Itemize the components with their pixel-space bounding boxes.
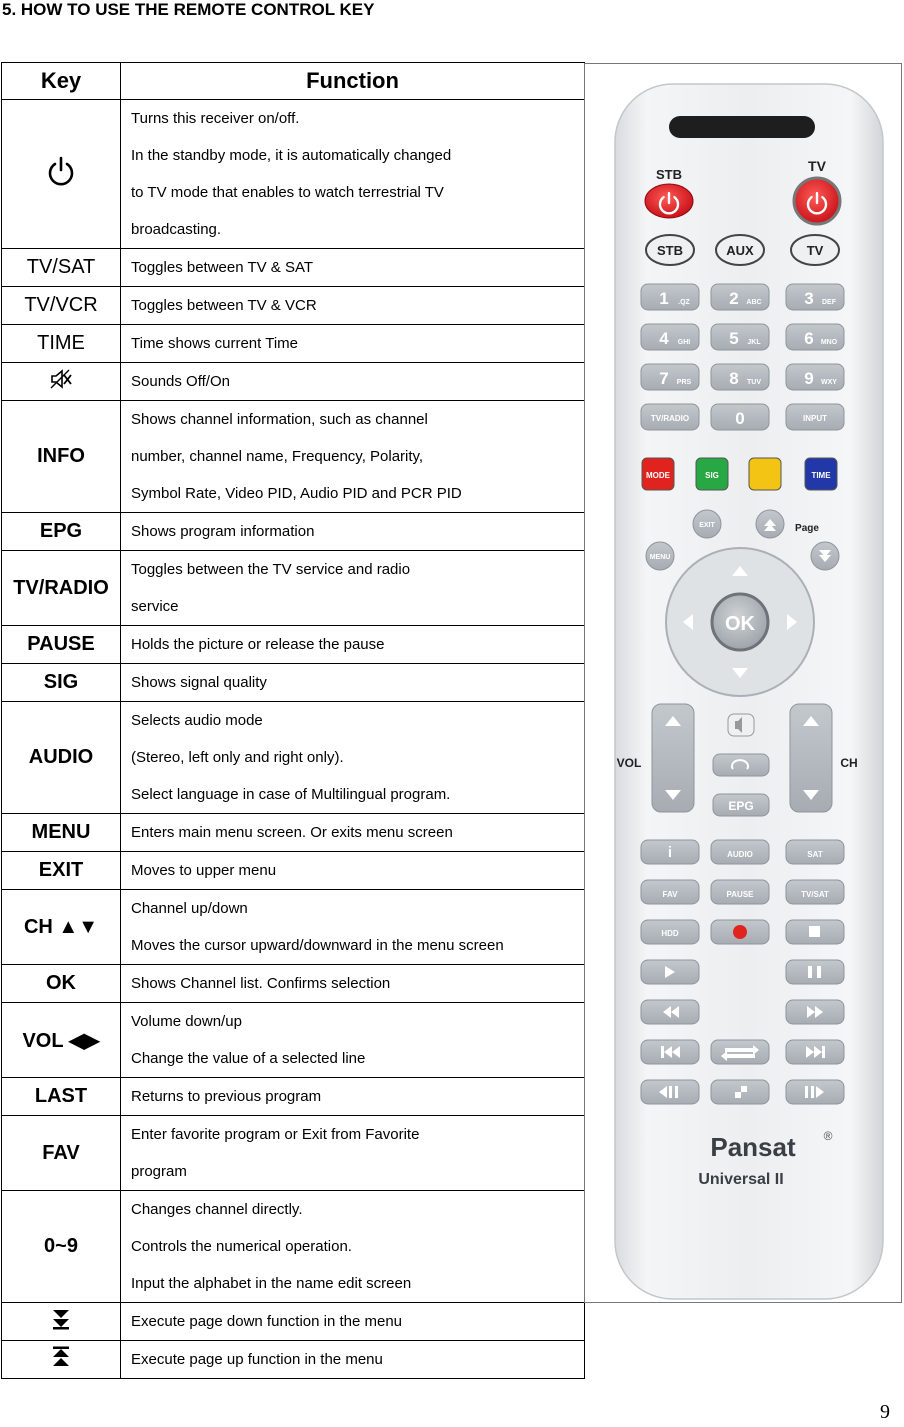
power-icon: [46, 155, 76, 193]
key-label: 0~9: [44, 1235, 78, 1257]
table-row: [2, 1116, 585, 1191]
digit-button: [786, 364, 844, 390]
function-cell: [121, 852, 585, 890]
function-cell: [121, 551, 585, 626]
digit-number: 4: [659, 329, 669, 348]
ch-label: CH: [840, 756, 858, 770]
key-cell: [2, 890, 121, 965]
page-down-icon: [50, 1308, 72, 1336]
digit-button: [786, 284, 844, 310]
function-cell: [121, 1003, 585, 1078]
table-row: [2, 363, 585, 401]
pause-button: [786, 960, 844, 984]
function-cell: [121, 1341, 585, 1379]
key-function-table: [1, 62, 585, 1379]
mute-icon: [49, 367, 73, 397]
key-label: MENU: [31, 821, 91, 843]
key-cell: [2, 702, 121, 814]
table-row: [2, 852, 585, 890]
key-cell: [2, 1341, 121, 1379]
function-text: Toggles between TV & SAT: [131, 259, 314, 276]
digit-button: [641, 364, 699, 390]
color-button-label: TIME: [811, 471, 831, 480]
key-cell: [2, 363, 121, 401]
table-row: [2, 287, 585, 325]
key-label: PAUSE: [27, 633, 95, 655]
key-label: FAV: [42, 1141, 80, 1164]
digit-button: [711, 364, 769, 390]
function-text: Shows Channel list. Confirms selection: [131, 975, 391, 992]
function-text: to TV mode that enables to watch terrestrial TV: [131, 184, 444, 201]
function-text: Enters main menu screen. Or exits menu screen: [131, 824, 453, 841]
key-cell: [2, 1116, 121, 1191]
row-zero-label: 0: [735, 409, 745, 428]
digit-letters: WXY: [821, 379, 837, 386]
vol-label: VOL: [616, 756, 642, 770]
function-cell: [121, 1078, 585, 1116]
function-text: Change the value of a selected line: [131, 1050, 366, 1067]
digit-button: [641, 324, 699, 350]
function-text: Channel up/down: [131, 900, 248, 917]
digit-letters: .QZ: [678, 299, 690, 306]
key-label: SIG: [43, 671, 79, 693]
function-cell: [121, 890, 585, 965]
digit-letters: GHI: [677, 339, 691, 346]
key-label: LAST: [34, 1085, 88, 1107]
function-text: Time shows current Time: [131, 335, 298, 352]
digit-letters: PRS: [676, 379, 692, 386]
function-cell: [121, 1303, 585, 1341]
row-zero-label: TV/RADIO: [650, 414, 690, 423]
key-label: OK: [46, 972, 76, 994]
digit-number: 6: [804, 329, 814, 348]
function-cell: [121, 287, 585, 325]
function-text: program: [131, 1163, 187, 1180]
color-button-label: MODE: [646, 471, 670, 480]
function-text: Execute page up function in the menu: [131, 1351, 383, 1368]
key-cell: [2, 287, 121, 325]
exit-label: EXIT: [699, 522, 715, 529]
digit-number: 9: [804, 369, 814, 388]
step-forward-button: [786, 1080, 844, 1104]
function-cell: [121, 814, 585, 852]
key-cell: [2, 249, 121, 287]
digit-number: 1: [659, 289, 669, 308]
key-cell: [2, 664, 121, 702]
key-column-header: Key: [2, 63, 121, 100]
key-cell: [2, 1078, 121, 1116]
table-row: [2, 401, 585, 513]
function-cell: [121, 626, 585, 664]
key-label: EPG: [39, 520, 83, 542]
stop-icon: [809, 926, 820, 937]
function-cell: [121, 664, 585, 702]
table-row: [2, 1341, 585, 1379]
remote-control-photo: [584, 63, 902, 1303]
function-button-label: SAT: [807, 850, 823, 859]
epg-label: EPG: [728, 799, 754, 813]
key-cell: [2, 965, 121, 1003]
function-text: Select language in case of Multilingual program.: [131, 786, 451, 803]
table-header-row: [2, 63, 585, 100]
key-cell: [2, 1003, 121, 1078]
digit-button: [711, 284, 769, 310]
key-cell: [2, 626, 121, 664]
key-cell: [2, 513, 121, 551]
key-label: INFO: [37, 445, 85, 467]
page-heading: 5. HOW TO USE THE REMOTE CONTROL KEY: [2, 0, 375, 19]
table-row: [2, 100, 585, 249]
function-column-header: Function: [121, 63, 585, 100]
function-text: Holds the picture or release the pause: [131, 636, 385, 653]
function-text: Input the alphabet in the name edit screen: [131, 1275, 412, 1292]
function-text: service: [131, 598, 179, 615]
key-cell: [2, 325, 121, 363]
brand-name: Pansat: [710, 1132, 796, 1162]
function-text: Selects audio mode: [131, 712, 263, 729]
function-cell: [121, 702, 585, 814]
key-cell: [2, 1191, 121, 1303]
key-label: TV/RADIO: [13, 576, 109, 599]
mode-button-label: AUX: [726, 243, 754, 258]
page-up-icon: [50, 1346, 72, 1374]
function-cell: [121, 965, 585, 1003]
key-cell: [2, 1303, 121, 1341]
table-row: [2, 1003, 585, 1078]
digit-letters: DEF: [822, 299, 836, 306]
key-label: TV/SAT: [26, 256, 96, 278]
key-cell: [2, 551, 121, 626]
function-text: Changes channel directly.: [131, 1201, 303, 1218]
key-cell: [2, 100, 121, 249]
key-label: EXIT: [38, 859, 84, 881]
function-text: number, channel name, Frequency, Polarity,: [131, 448, 424, 465]
function-cell: [121, 1191, 585, 1303]
function-button-label: PAUSE: [726, 890, 754, 899]
function-text: Shows signal quality: [131, 674, 267, 691]
function-button-label: TV/SAT: [801, 890, 829, 899]
function-cell: [121, 401, 585, 513]
digit-number: 2: [729, 289, 739, 308]
function-button-label: i: [667, 844, 673, 861]
function-cell: [121, 100, 585, 249]
function-text: Shows program information: [131, 523, 315, 540]
function-text: Moves to upper menu: [131, 862, 277, 879]
function-text: Returns to previous program: [131, 1088, 322, 1105]
table-row: [2, 702, 585, 814]
ok-label: OK: [725, 613, 755, 635]
row-zero-label: INPUT: [803, 414, 827, 423]
mode-button-label: STB: [657, 243, 683, 258]
key-cell: [2, 852, 121, 890]
table-row: [2, 626, 585, 664]
page-number: 9: [880, 1401, 890, 1423]
function-text: Turns this receiver on/off.: [131, 110, 300, 127]
key-label: AUDIO: [28, 746, 94, 768]
function-text: Execute page down function in the menu: [131, 1313, 403, 1330]
function-button-label: AUDIO: [727, 850, 753, 859]
key-label: TV/VCR: [24, 294, 98, 316]
digit-number: 5: [729, 329, 739, 348]
color-button-label: SIG: [705, 471, 719, 480]
function-cell: [121, 1116, 585, 1191]
table-row: [2, 664, 585, 702]
function-text: Sounds Off/On: [131, 373, 230, 390]
digit-letters: MNO: [820, 339, 838, 346]
function-text: Moves the cursor upward/downward in the menu screen: [131, 937, 504, 954]
remote-control-illustration: [585, 64, 901, 1302]
tv-label: TV: [808, 158, 826, 174]
table-row: [2, 890, 585, 965]
table-row: [2, 551, 585, 626]
table-row: [2, 1078, 585, 1116]
function-cell: [121, 325, 585, 363]
function-button-label: FAV: [662, 890, 678, 899]
function-text: Volume down/up: [131, 1013, 242, 1030]
function-cell: [121, 363, 585, 401]
function-text: broadcasting.: [131, 221, 222, 238]
function-text: Toggles between TV & VCR: [131, 297, 317, 314]
digit-button: [641, 284, 699, 310]
hdd-label: HDD: [661, 929, 679, 938]
key-cell: [2, 814, 121, 852]
function-text: Enter favorite program or Exit from Favorite: [131, 1126, 420, 1143]
digit-button: [786, 324, 844, 350]
table-row: [2, 325, 585, 363]
key-cell: [2, 401, 121, 513]
color-button: [749, 458, 781, 490]
function-text: Symbol Rate, Video PID, Audio PID and PCR PID: [131, 485, 462, 502]
table-row: [2, 1191, 585, 1303]
page-label: Page: [795, 523, 819, 534]
function-text: Controls the numerical operation.: [131, 1238, 352, 1255]
function-cell: [121, 249, 585, 287]
digit-letters: TUV: [747, 379, 761, 386]
stb-label: STB: [656, 167, 682, 182]
table-row: [2, 814, 585, 852]
table-row: [2, 513, 585, 551]
digit-letters: ABC: [746, 299, 762, 306]
function-text: Shows channel information, such as channel: [131, 411, 428, 428]
record-icon: [733, 925, 747, 939]
function-text: In the standby mode, it is automatically changed: [131, 147, 452, 164]
registered-mark: ®: [823, 1129, 833, 1143]
function-cell: [121, 513, 585, 551]
key-label: CH ▲▼: [23, 915, 99, 938]
digit-letters: JKL: [747, 339, 761, 346]
key-label: TIME: [37, 332, 85, 354]
digit-number: 7: [659, 369, 669, 388]
table-row: [2, 965, 585, 1003]
digit-number: 8: [729, 369, 739, 388]
digit-number: 3: [804, 289, 814, 308]
last-button: [713, 754, 769, 776]
digit-button: [711, 324, 769, 350]
key-label: VOL ◀▶: [22, 1029, 100, 1052]
function-text: Toggles between the TV service and radio: [131, 561, 411, 578]
table-row: [2, 249, 585, 287]
mode-button-label: TV: [806, 243, 824, 258]
menu-label: MENU: [649, 554, 671, 561]
function-text: (Stereo, left only and right only).: [131, 749, 344, 766]
table-row: [2, 1303, 585, 1341]
model-name: Universal II: [698, 1171, 784, 1188]
